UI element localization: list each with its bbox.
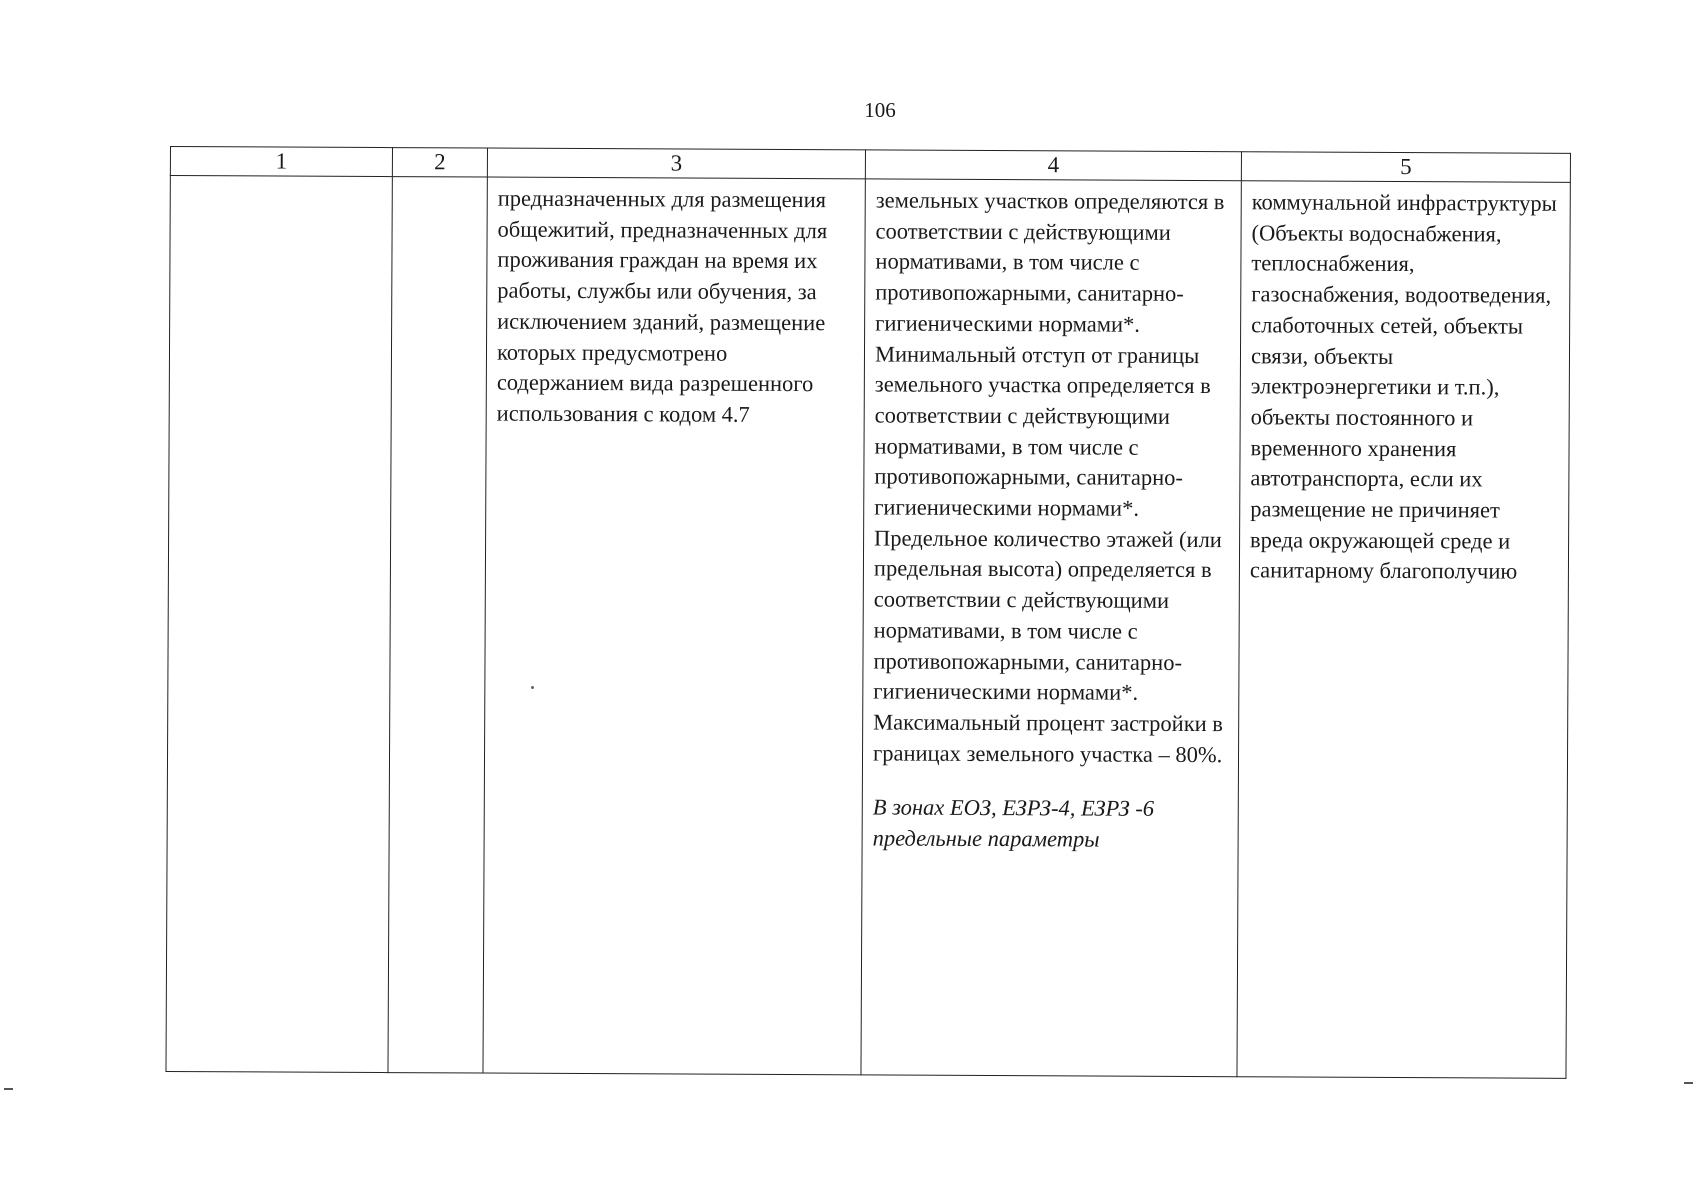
zone-note-italic: В зонах ЕОЗ, ЕЗРЗ-4, ЕЗРЗ -6 предельные параметры: [872, 794, 1155, 852]
scan-edge-mark-left: [4, 1088, 13, 1090]
parameter-min-setback: Минимальный отступ от границы земельного участка определяется в соответствии с действующими нормативами, в том числе с противопожарными, санитарно-гигиеническими нормами*.: [874, 340, 1211, 521]
scan-speck: [531, 686, 534, 689]
cell-col-4: [861, 179, 1241, 1077]
cell-col-5: [1237, 181, 1570, 1079]
parameter-plot-dimensions: земельных участков определяются в соответствии с действующими нормативами, в том числе с противопожарными, санитарно-гигиеническими нормами*.: [875, 187, 1225, 337]
parameter-floor-limit: Предельное количество этажей (или предельная высота) определяется в соответствии с действующими нормативами, в том числе с противопожарными, санитарно-гигиеническими нормами*.: [873, 525, 1222, 705]
scan-edge-mark-right: [1684, 1082, 1693, 1084]
auxiliary-uses-text: коммунальной инфраструктуры (Объекты водоснабжения, теплоснабжения, газоснабжения, водоотведения, слаботочных сетей, объекты связи, объекты электроэнергетики и т.п.), объекты постоянного и временного хранения автотранспорта, если их размещение не причиняет вреда окружающей среде и санитарному благополучию: [1249, 189, 1557, 585]
page-number: 106: [864, 98, 896, 122]
parameter-max-coverage: Максимальный процент застройки в границах земельного участка – 80%.: [872, 709, 1224, 767]
table-row: [166, 176, 1570, 1079]
column-header-2: 2: [392, 148, 487, 177]
cell-col-3: [483, 177, 865, 1075]
column-header-5: 5: [1241, 152, 1570, 183]
cell-col-1: [166, 176, 392, 1073]
cell-col-2: [388, 177, 487, 1073]
column-header-1: 1: [170, 147, 392, 177]
column-header-3: 3: [487, 148, 865, 179]
column-header-4: 4: [865, 150, 1241, 181]
regulations-table: [165, 146, 1571, 1079]
use-description-text: предназначенных для размещения общежитий, предназначенных для проживания граждан на время их работы, службы или обучения, за исключением зданий, размещение которых предусмотрено содержанием вида разрешенного использования с кодом 4.7: [496, 185, 828, 427]
